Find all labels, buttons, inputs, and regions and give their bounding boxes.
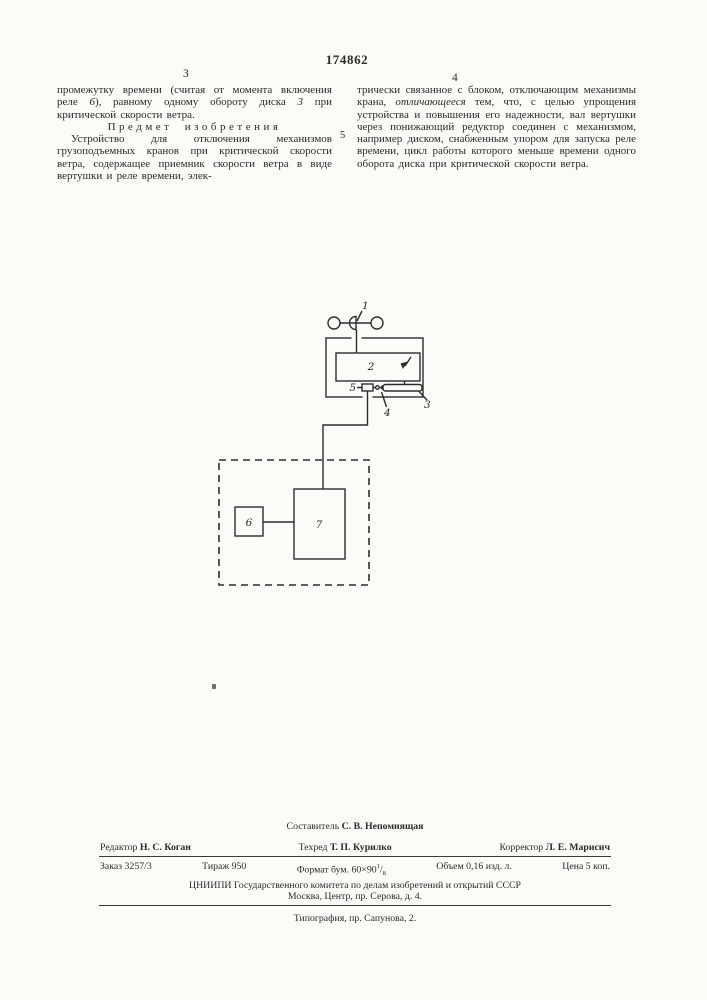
print-info-line [99, 861, 611, 879]
reducer-box [336, 353, 420, 381]
column-number-right: 4 [452, 72, 458, 84]
editor-cell [100, 842, 191, 853]
right-paragraph-1 [357, 84, 636, 170]
editor-name: Н. С. Коган [139, 842, 191, 853]
left-paragraph-1-text: промежутку времени (считая от момента включения реле [57, 84, 332, 109]
disk-bar [383, 385, 422, 392]
publisher-org: ЦНИИПИ Государственного комитета по делам изобретений и открытий СССР [189, 880, 521, 892]
claim-emphasis-word: отличающееся [395, 96, 466, 109]
figure-label-disk: 3 [424, 399, 431, 411]
paper-format [297, 861, 386, 879]
anemometer-left-cup [328, 317, 340, 329]
relay-reference-numeral: 6 [89, 96, 95, 109]
connection-line [323, 391, 368, 489]
techred-label: Техред [298, 842, 328, 853]
compiler-label: Составитель [286, 821, 340, 832]
corrector-label: Корректор [499, 842, 544, 853]
figure-label-block: 6 [245, 517, 253, 529]
editor-label: Редактор [100, 842, 138, 853]
editors-line [99, 842, 611, 853]
claims-heading: Предмет изобретения [107, 120, 282, 133]
figure-label-anemometer: 1 [362, 300, 369, 312]
margin-line-number: 5 [340, 130, 346, 141]
ink-speck [212, 684, 216, 689]
right-paragraph-1-text: трически связанное с блоком, отключающим механизмы крана, [357, 84, 636, 109]
disk-reference-numeral: 3 [297, 96, 304, 109]
print-run: Тираж 950 [202, 860, 247, 872]
order-number: Заказ 3257/3 [100, 860, 152, 872]
publisher-address: Москва, Центр, пр. Серова, д. 4. [287, 891, 423, 903]
format-sup: 1 [376, 862, 380, 870]
colophon-rule-top [99, 856, 611, 857]
colophon [99, 821, 611, 924]
figure-label-relay: 5 [349, 382, 356, 394]
format-sub: 8 [382, 869, 386, 877]
figure-label-reducer: 2 [367, 361, 375, 373]
inner-arrow-head [401, 362, 408, 370]
colophon-rule-bottom [99, 905, 611, 906]
left-paragraph-1-text: при критической скорости ветра. [57, 96, 332, 121]
left-paragraph-2: Устройство для отключения механизмов грузоподъемных кранов при критической скорости ветра, содержащее приемник скорости ветра в виде вертушки и реле времени, элек- [57, 133, 332, 183]
figure-label-stop: 4 [384, 407, 391, 419]
figure-label-unit: 7 [315, 519, 323, 531]
column-number-left: 3 [183, 68, 189, 80]
anemometer-right-cup [371, 317, 383, 329]
label-1-leader [357, 311, 362, 321]
inner-arrow [405, 357, 411, 366]
patent-figure [215, 290, 465, 600]
printing-house: Типография, пр. Сапунова, 2. [293, 913, 417, 925]
techred-cell [299, 842, 392, 853]
compiler-name: С. В. Непомнящая [341, 821, 424, 832]
volume-info: Объем 0,16 изд. л. [436, 860, 512, 872]
left-paragraph-1 [57, 84, 332, 121]
compiler-line [99, 821, 611, 832]
right-paragraph-1-text: тем, что, с целью упрощения устройства и повышения его надежности, вал вертушки через понижающий редуктор соединен с механизмом, например диском, снабженным упором для запуска реле времени, цикл работы которого меньше времени одного оборота диска при критической скорости ветра. [357, 96, 637, 170]
left-column [57, 84, 332, 182]
relay-box [362, 384, 373, 391]
left-paragraph-1-text: ), равному одному обороту диска [94, 96, 298, 109]
patent-number: 174862 [325, 52, 369, 67]
corrector-cell [499, 842, 610, 853]
figure-drawing [215, 290, 465, 600]
format-slash: / [379, 863, 383, 875]
corrector-name: Л. Е. Марисич [545, 842, 610, 853]
stop-pivot [376, 386, 380, 390]
format-base: Формат бум. 60×90 [296, 863, 377, 875]
techred-name: Т. П. Курилко [329, 842, 392, 853]
right-column [357, 84, 636, 182]
label-4-leader [382, 392, 387, 407]
text-columns [57, 84, 637, 182]
price-info: Цена 5 коп. [562, 860, 610, 872]
